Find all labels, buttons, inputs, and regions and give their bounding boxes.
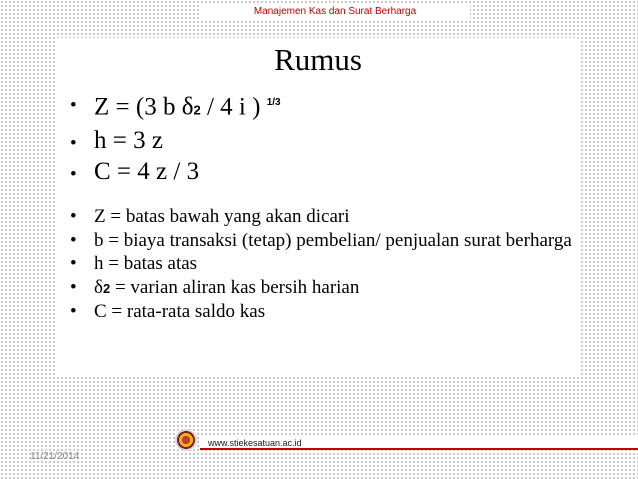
bullet: • [70, 133, 77, 155]
footer-url: www.stiekesatuan.ac.id [200, 437, 638, 450]
definition-delta-text: = varian aliran kas bersih harian [114, 276, 360, 298]
slide-content [56, 38, 580, 376]
definition-z-text: Z = batas bawah yang akan dicari [94, 206, 350, 227]
definition-h [70, 252, 572, 276]
header-title: Manajemen Kas dan Surat Berharga [200, 5, 470, 19]
definition-list [70, 205, 572, 324]
bullet: • [70, 206, 77, 227]
bullet: • [70, 276, 77, 298]
formula-z-pre: Z = (3 b δ [94, 93, 194, 121]
definition-delta-square: 2 [102, 280, 111, 296]
formula-h-text: h = 3 z [94, 127, 163, 155]
formula-z-mid: / 4 i ) [200, 93, 267, 121]
definition-delta [70, 276, 572, 301]
definition-c-text: C = rata-rata saldo kas [94, 301, 266, 322]
definition-b [70, 229, 572, 253]
bullet: • [70, 164, 77, 186]
definition-z [70, 205, 572, 229]
bullet: • [70, 301, 77, 322]
bullet: • [70, 229, 77, 251]
definition-c [70, 300, 572, 324]
formula-h [70, 125, 281, 156]
formula-z-exponent: 1/3 [266, 97, 281, 108]
bullet: • [70, 95, 77, 116]
formula-c-text: C = 4 z / 3 [94, 158, 200, 186]
definition-delta-symbol: δ [94, 276, 103, 298]
slide-title: Rumus [274, 42, 362, 77]
footer-date: 11/21/2014 [30, 451, 80, 462]
definition-h-text: h = batas atas [94, 253, 198, 274]
formula-z [70, 87, 281, 125]
formula-list [70, 87, 281, 187]
definition-b-text: b = biaya transaksi (tetap) pembelian/ penjualan surat berharga [94, 229, 572, 251]
formula-z-square: 2 [193, 102, 201, 118]
institution-logo-icon [175, 429, 197, 451]
formula-c [70, 156, 281, 187]
bullet: • [70, 253, 77, 274]
